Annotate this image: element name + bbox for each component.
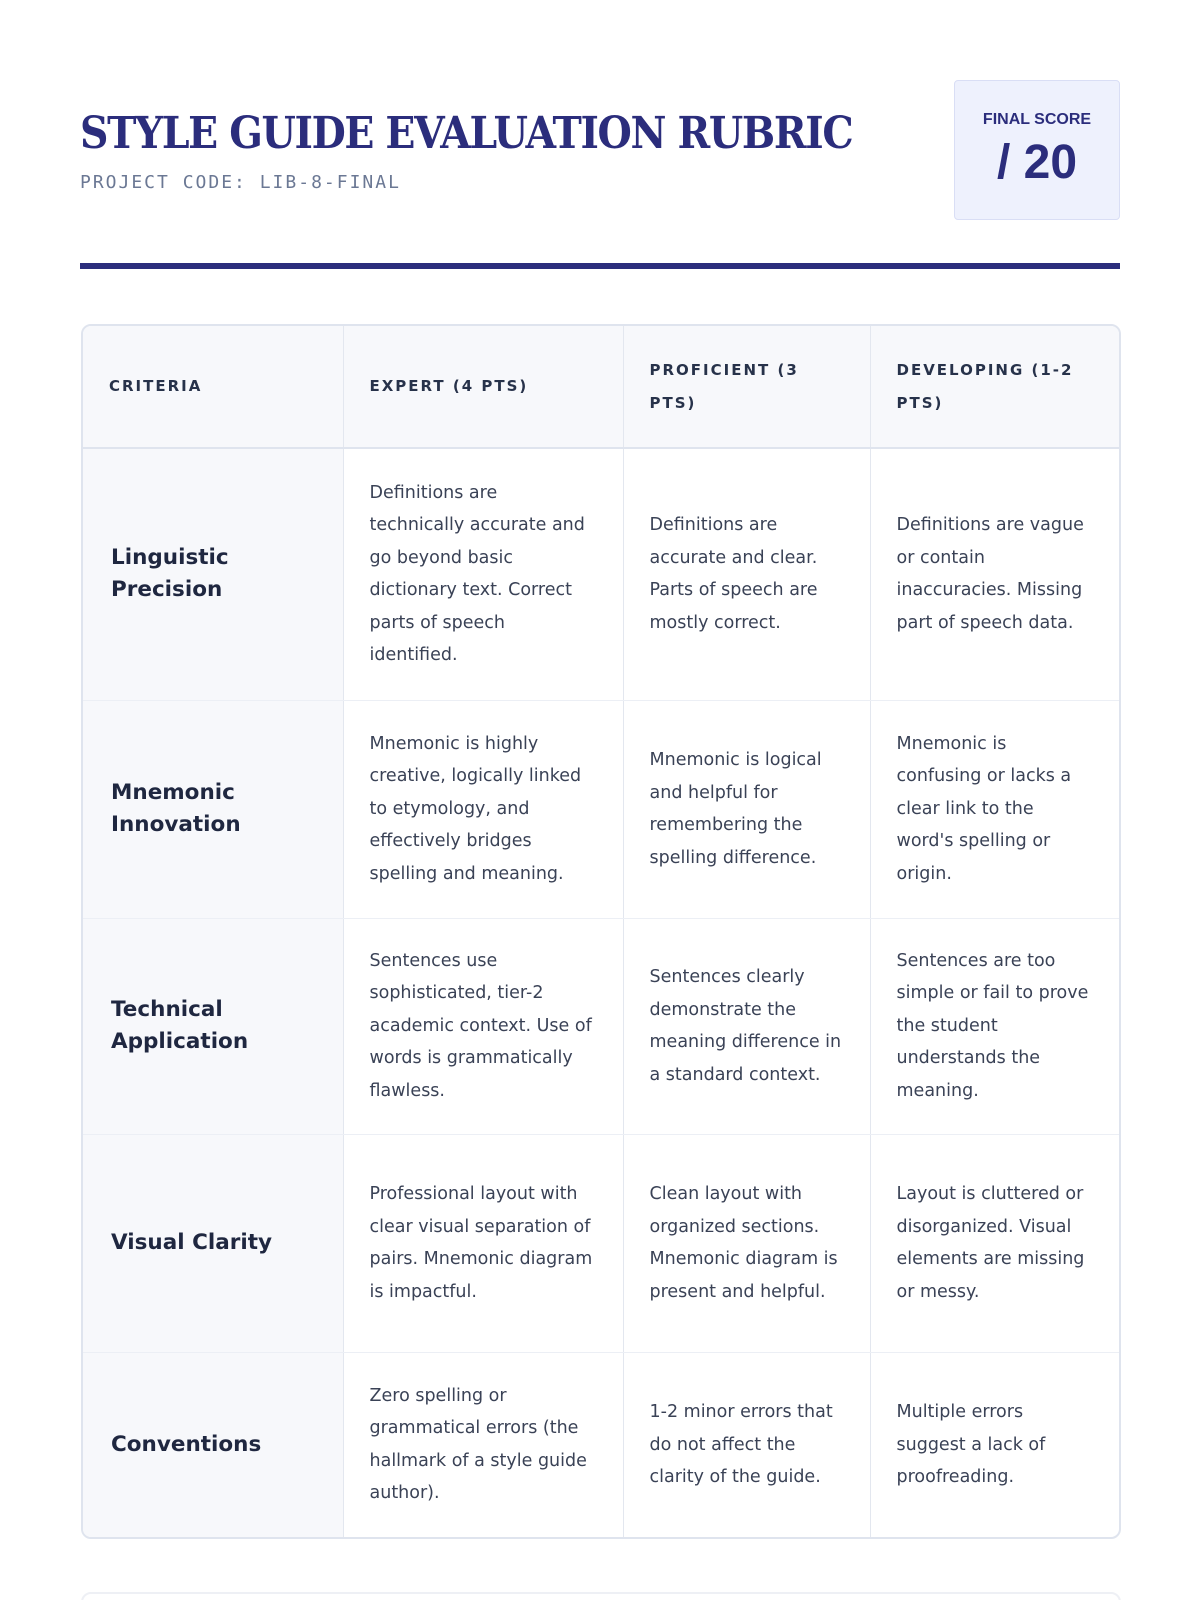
rubric-table-card [81, 324, 1121, 1539]
proficient-cell: Definitions are accurate and clear. Parts of speech are mostly correct. [623, 448, 870, 700]
developing-cell: Layout is cluttered or disorganized. Visual elements are missing or messy. [870, 1134, 1119, 1352]
proficient-cell: 1-2 minor errors that do not affect the clarity of the guide. [623, 1352, 870, 1537]
table-row [83, 1352, 1119, 1537]
developing-cell: Definitions are vague or contain inaccuracies. Missing part of speech data. [870, 448, 1119, 700]
column-header-expert: EXPERT (4 PTS) [343, 326, 623, 448]
column-header-developing: DEVELOPING (1-2 PTS) [870, 326, 1119, 448]
table-row [83, 1134, 1119, 1352]
expert-cell: Definitions are technically accurate and go beyond basic dictionary text. Correct parts of speech identified. [343, 448, 623, 700]
final-score-box [954, 80, 1120, 220]
proficient-cell: Mnemonic is logical and helpful for remembering the spelling difference. [623, 700, 870, 918]
final-score-value: / 20 [996, 136, 1078, 189]
project-code: PROJECT CODE: LIB-8-FINAL [80, 172, 401, 193]
expert-cell: Professional layout with clear visual separation of pairs. Mnemonic diagram is impactful. [343, 1134, 623, 1352]
table-row [83, 700, 1119, 918]
page-title: STYLE GUIDE EVALUATION RUBRIC [80, 108, 853, 159]
proficient-cell: Sentences clearly demonstrate the meaning difference in a standard context. [623, 918, 870, 1134]
criteria-cell: Visual Clarity [83, 1134, 343, 1352]
criteria-cell: Conventions [83, 1352, 343, 1537]
criteria-cell: Mnemonic Innovation [83, 700, 343, 918]
column-header-proficient: PROFICIENT (3 PTS) [623, 326, 870, 448]
page-header [80, 80, 1120, 220]
expert-cell: Zero spelling or grammatical errors (the hallmark of a style guide author). [343, 1352, 623, 1537]
column-header-criteria: CRITERIA [83, 326, 343, 448]
developing-cell: Sentences are too simple or fail to prove the student understands the meaning. [870, 918, 1119, 1134]
header-divider [80, 263, 1120, 269]
proficient-cell: Clean layout with organized sections. Mnemonic diagram is present and helpful. [623, 1134, 870, 1352]
rubric-table [83, 326, 1119, 1537]
criteria-cell: Linguistic Precision [83, 448, 343, 700]
table-row [83, 918, 1119, 1134]
developing-cell: Mnemonic is confusing or lacks a clear link to the word's spelling or origin. [870, 700, 1119, 918]
final-score-label: FINAL SCORE [982, 111, 1092, 128]
expert-cell: Mnemonic is highly creative, logically linked to etymology, and effectively bridges spelling and meaning. [343, 700, 623, 918]
criteria-cell: Technical Application [83, 918, 343, 1134]
table-header-row [83, 326, 1119, 448]
next-section-card [81, 1592, 1121, 1600]
table-row [83, 448, 1119, 700]
developing-cell: Multiple errors suggest a lack of proofreading. [896, 1402, 1046, 1487]
expert-cell: Sentences use sophisticated, tier-2 academic context. Use of words is grammatically flawless. [343, 918, 623, 1134]
